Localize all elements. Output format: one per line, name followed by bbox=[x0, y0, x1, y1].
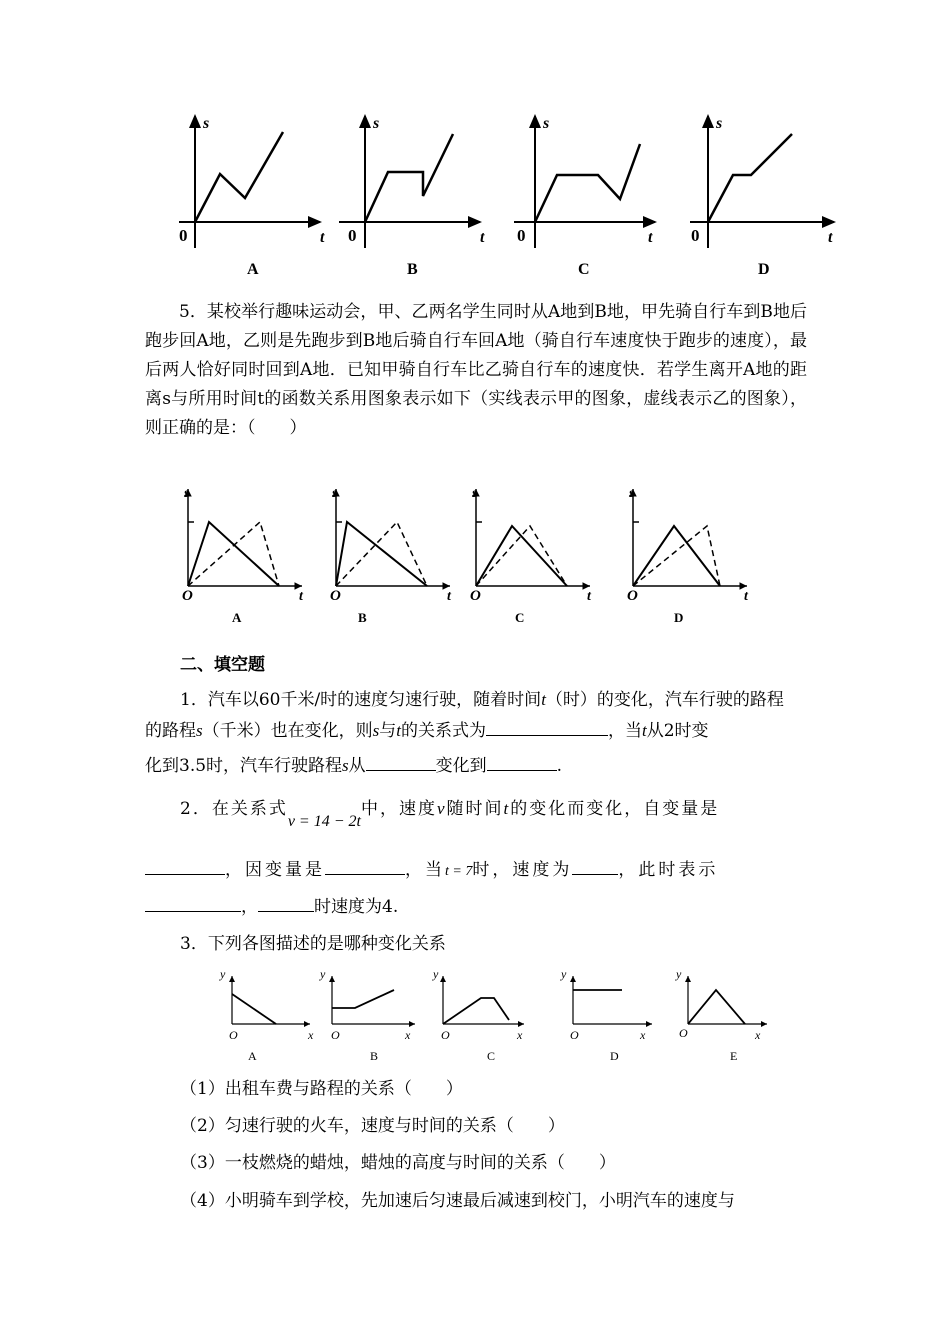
answer-blank[interactable] bbox=[366, 753, 436, 771]
option-label: D bbox=[610, 1049, 619, 1063]
axis-s-label: s bbox=[472, 486, 478, 501]
option-label: D bbox=[758, 261, 770, 278]
fill3-item-3: （3）一枝燃烧的蜡烛，蜡烛的高度与时间的关系（ ） bbox=[180, 1153, 616, 1173]
axis-x-label: x bbox=[755, 1028, 761, 1042]
origin-label: O bbox=[470, 588, 481, 604]
origin-label: O bbox=[441, 1028, 450, 1042]
graph-row2-a bbox=[172, 483, 322, 628]
fill3-item-4: （4）小明骑车到学校，先加速后匀速最后减速到校门，小明汽车的速度与 bbox=[180, 1191, 735, 1211]
origin-label: 0 bbox=[179, 226, 188, 245]
axis-s-label: s bbox=[716, 115, 723, 132]
graph-row1-a bbox=[175, 108, 325, 280]
axis-t-label: t bbox=[744, 589, 748, 604]
graph-row2-b bbox=[320, 483, 470, 628]
fill3-item-2: （2）匀速行驶的火车，速度与时间的关系（ ） bbox=[180, 1116, 565, 1136]
axis-x-label: x bbox=[405, 1028, 411, 1042]
origin-label: O bbox=[679, 1026, 688, 1040]
option-label: E bbox=[730, 1049, 738, 1063]
answer-blank[interactable] bbox=[487, 753, 557, 771]
axis-y-label: y bbox=[433, 967, 439, 981]
answer-blank[interactable] bbox=[486, 718, 608, 736]
axis-y-label: y bbox=[561, 967, 567, 981]
axis-y-label: y bbox=[676, 967, 682, 981]
axis-t-label: t bbox=[299, 589, 303, 604]
answer-blank[interactable] bbox=[572, 857, 618, 875]
axis-t-label: t bbox=[480, 229, 485, 246]
option-label: B bbox=[370, 1049, 379, 1063]
axis-s-label: s bbox=[629, 486, 635, 501]
answer-blank[interactable] bbox=[258, 894, 314, 912]
fill1-line3: 化到3.5时，汽车行驶路程s从 变化到 . bbox=[145, 753, 562, 779]
origin-label: 0 bbox=[691, 226, 700, 245]
fill3-item-1: （1）出租车费与路程的关系（ ） bbox=[180, 1079, 463, 1099]
axis-t-label: t bbox=[587, 589, 591, 604]
axis-s-label: s bbox=[373, 115, 380, 132]
axis-t-label: t bbox=[648, 229, 653, 246]
graph-row3-d bbox=[560, 966, 670, 1066]
graph-row1-d bbox=[688, 108, 838, 280]
origin-label: O bbox=[229, 1028, 238, 1042]
origin-label: 0 bbox=[348, 226, 357, 245]
option-label: A bbox=[248, 1049, 257, 1063]
option-label: D bbox=[674, 610, 684, 625]
graph-row3-e bbox=[675, 966, 785, 1066]
axis-s-label: s bbox=[184, 486, 190, 501]
fill1-line1: 1．汽车以60千米/时的速度匀速行驶，随着时间t（时）的变化，汽车行驶的路程 bbox=[180, 690, 784, 710]
fill1-line2: 的路程s（千米）也在变化，则s与t的关系式为 ，当t从2时变 bbox=[145, 718, 709, 744]
option-label: B bbox=[358, 610, 367, 625]
option-label: A bbox=[232, 610, 242, 625]
fill2-line1: 2．在关系式v = 14 − 2t中，速度v随时间t的变化而变化，自变量是 bbox=[180, 799, 720, 830]
formula: v = 14 − 2t bbox=[287, 813, 361, 830]
option-label: C bbox=[578, 261, 590, 278]
graph-row2-c bbox=[460, 483, 610, 628]
graph-row1-c bbox=[510, 108, 660, 280]
answer-blank[interactable] bbox=[145, 894, 241, 912]
fill2-line2: ，因变量是 ，当t = 7时，速度为 ，此时表示 bbox=[145, 857, 718, 885]
axis-s-label: s bbox=[543, 115, 550, 132]
axis-t-label: t bbox=[320, 229, 325, 246]
origin-label: O bbox=[331, 1028, 340, 1042]
axis-t-label: t bbox=[447, 589, 451, 604]
axis-y-label: y bbox=[320, 967, 326, 981]
axis-x-label: x bbox=[640, 1028, 646, 1042]
option-label: C bbox=[487, 1049, 496, 1063]
axis-s-label: s bbox=[332, 486, 338, 501]
fill2-line3: ， 时速度为4. bbox=[145, 894, 398, 920]
axis-t-label: t bbox=[828, 229, 833, 246]
axis-s-label: s bbox=[203, 115, 210, 132]
option-label: C bbox=[515, 610, 525, 625]
answer-blank[interactable] bbox=[325, 857, 405, 875]
axis-x-label: x bbox=[517, 1028, 523, 1042]
origin-label: O bbox=[182, 588, 193, 604]
graph-row1-b bbox=[335, 108, 485, 280]
answer-blank[interactable] bbox=[145, 857, 225, 875]
origin-label: O bbox=[570, 1028, 579, 1042]
origin-label: 0 bbox=[517, 226, 526, 245]
graph-row3-b bbox=[318, 966, 428, 1066]
axis-x-label: x bbox=[308, 1028, 314, 1042]
question-5-text: 5．某校举行趣味运动会，甲、乙两名学生同时从A地到B地，甲先骑自行车到B地后跑步回A地，乙则是先跑步到B地后骑自行车回A地（骑自行车速度快于跑步的速度），最后两人恰好同时回到A地．已知甲骑自行车比乙骑自行车的速度快．若学生离开A地的距离s与所用时间t的函数关系用图象表示如下（实线表示甲的图象，虚线表示乙的图象），则正确的是：（ ） bbox=[145, 302, 807, 438]
option-label: A bbox=[247, 261, 259, 278]
origin-label: O bbox=[627, 588, 638, 604]
fill3-title: 3．下列各图描述的是哪种变化关系 bbox=[180, 934, 446, 954]
option-label: B bbox=[407, 261, 418, 278]
graph-row3-a bbox=[218, 966, 328, 1066]
origin-label: O bbox=[330, 588, 341, 604]
section-heading: 二、填空题 bbox=[180, 655, 265, 675]
graph-row2-d bbox=[617, 483, 767, 628]
graph-row3-c bbox=[432, 966, 542, 1066]
axis-y-label: y bbox=[220, 967, 226, 981]
